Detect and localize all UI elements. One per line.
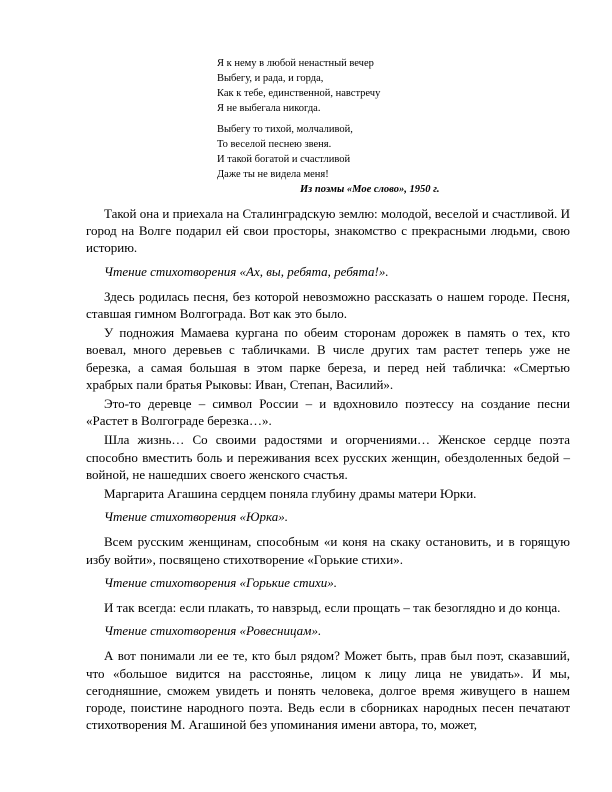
paragraph: Такой она и приехала на Сталинградскую землю: молодой, веселой и счастливой. И город на Волге подарил ей свои просторы, знакомство с прекрасными людьми, свою историю. <box>86 206 570 256</box>
reading-note: Чтение стихотворения «Ровесницам». <box>104 623 322 639</box>
poem-line: Я не выбегала никогда. <box>217 103 321 114</box>
poem-stanza <box>217 56 477 116</box>
poem-epigraph <box>217 56 477 188</box>
paragraph: Всем русским женщинам, способным «и коня на скаку остановить, и в горящую избу войти», посвящено стихотворение «Горькие стихи». <box>86 534 570 567</box>
paragraph: Здесь родилась песня, без которой невозможно рассказать о нашем городе. Песня, ставшая гимном Волгограда. Вот как это было. <box>86 288 570 322</box>
reading-note: Чтение стихотворения «Ах, вы, ребята, ребята!». <box>104 263 389 279</box>
poem-line: Я к нему в любой ненастный вечер <box>217 58 374 69</box>
paragraph: Маргарита Агашина сердцем поняла глубину драмы матери Юрки. <box>104 486 477 502</box>
poem-line: Даже ты не видела меня! <box>217 169 329 180</box>
poem-source: Из поэмы «Мое слово», 1950 г. <box>300 184 440 195</box>
poem-line: Выбегу то тихой, молчаливой, <box>217 124 353 135</box>
poem-line: Выбегу, и рада, и горда, <box>217 73 324 84</box>
reading-note: Чтение стихотворения «Горькие стихи». <box>104 574 337 590</box>
poem-stanza <box>217 122 477 182</box>
reading-note: Чтение стихотворения «Юрка». <box>104 509 288 525</box>
poem-line: Как к тебе, единственной, навстречу <box>217 88 381 99</box>
paragraph: Шла жизнь… Со своими радостями и огорчениями… Женское сердце поэта способно вместить боль и переживания всех русских женщин, обездоленных бедой – войной, не нашедших своего женского счастья. <box>86 432 570 482</box>
poem-line: И такой богатой и счастливой <box>217 154 351 165</box>
paragraph: Это-то деревце – символ России – и вдохновило поэтессу на создание песни «Растет в Волгограде березка…». <box>86 396 570 429</box>
paragraph: И так всегда: если плакать, то навзрыд, если прощать – так безоглядно и до конца. <box>104 600 561 616</box>
poem-line: То веселой песнею звеня. <box>217 139 332 150</box>
paragraph: А вот понимали ли ее те, кто был рядом? Может быть, прав был поэт, сказавший, что «большое видится на расстоянье, лицом к лицу лица не увидать». И мы, сегодняшние, сможем увидеть и понять человека, долгое время живущего в нашем городе, поистине народного поэта. Ведь если в сборниках народных песен печатают стихотворения М. Агашиной без упоминания имени автора, то, может, <box>86 648 570 733</box>
body-text <box>86 205 570 739</box>
paragraph: У подножия Мамаева кургана по обеим сторонам дорожек в память о тех, кто воевал, много деревьев с табличками. В числе других там растет теперь уже не березка, а самая большая в этом парке береза, и перед ней табличка: «Смертью храбрых пали братья Рыковы: Иван, Степан, Василий». <box>86 325 570 392</box>
